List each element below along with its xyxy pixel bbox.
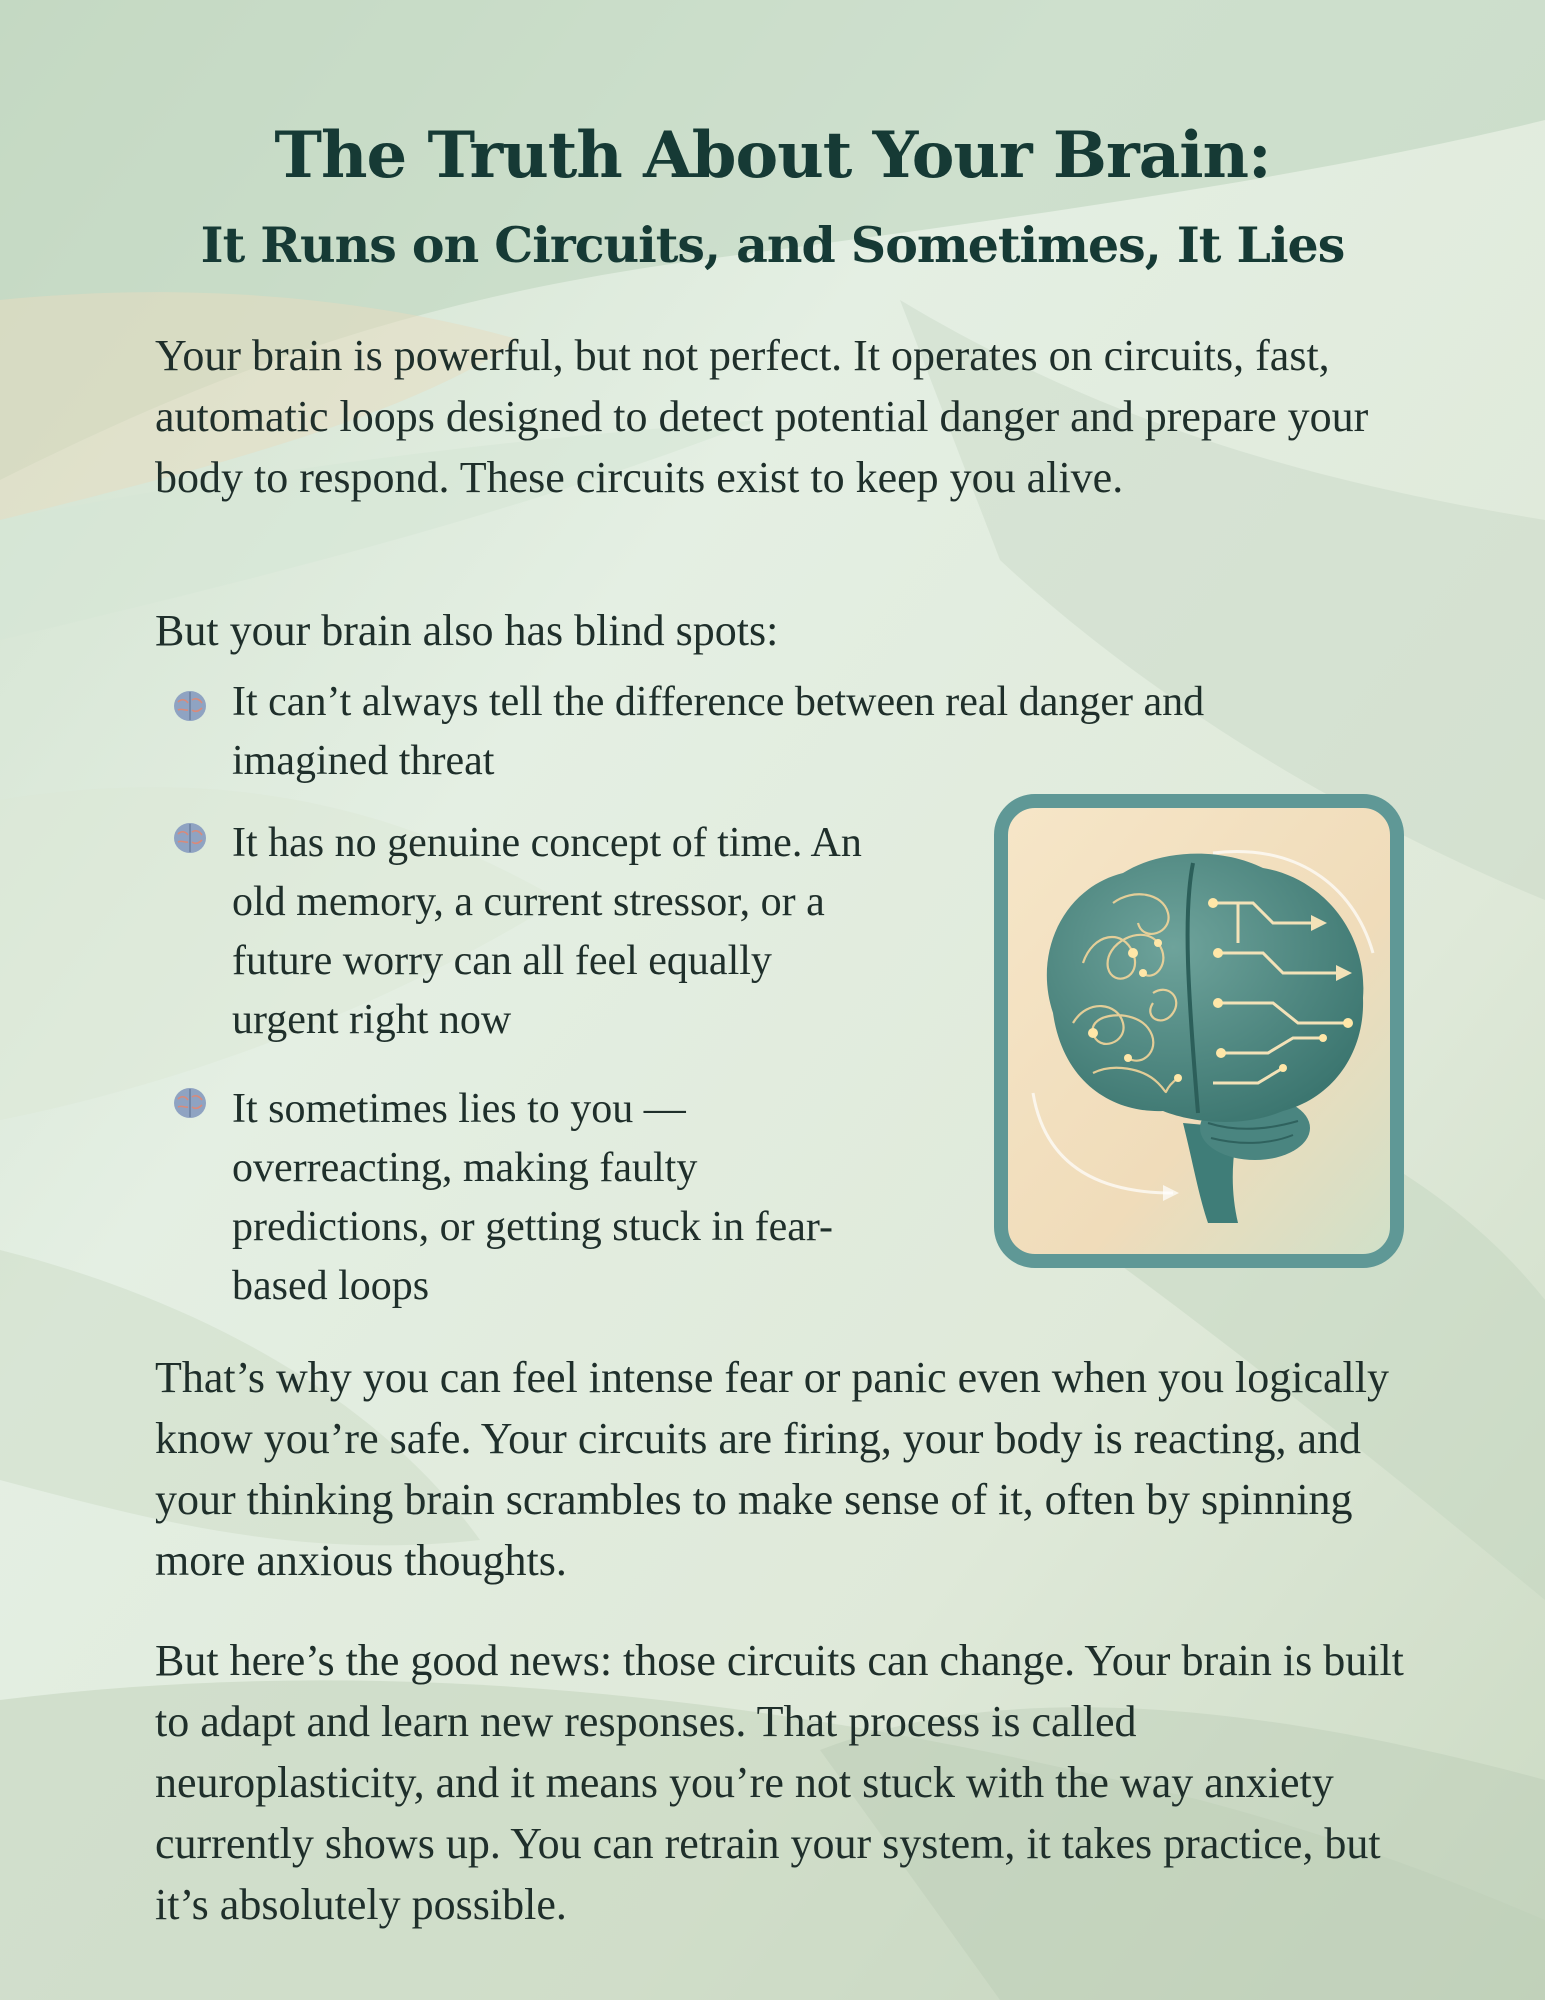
blind-spots-intro: But your brain also has blind spots: bbox=[155, 606, 779, 655]
good-news-paragraph: But here’s the good news: those circuits can change. Your brain is built to adapt and learn new responses. That process is called neuroplasticity, and it means you’re not stuck with the way anxiety currently shows up. You can retrain your system, it takes practice, but it’s absolutely possible. bbox=[155, 1636, 1404, 1929]
explanation-paragraph: That’s why you can feel intense fear or panic even when you logically know you’re safe. Your circuits are firing, your body is reacting, and your thinking brain scrambles to make sense of it, often by spinning more anxious thoughts. bbox=[155, 1353, 1389, 1585]
bullet-text: It has no genuine concept of time. An old memory, a current stressor, or a future worry can all feel equally urgent right now bbox=[232, 820, 862, 1043]
page-title: The Truth About Your Brain: bbox=[274, 118, 1271, 193]
page-subtitle: It Runs on Circuits, and Sometimes, It Lies bbox=[200, 216, 1345, 274]
intro-paragraph: Your brain is powerful, but not perfect. It operates on circuits, fast, automatic loops designed to detect potential danger and prepare your body to respond. These circuits exist to keep you alive. bbox=[155, 331, 1369, 502]
brain-circuit-icon bbox=[993, 793, 1405, 1269]
brain-icon bbox=[172, 1085, 208, 1121]
bullet-text: It sometimes lies to you — overreacting, making faulty predictions, or getting stuck in fear-based loops bbox=[232, 1086, 833, 1309]
brain-icon bbox=[172, 820, 208, 856]
brain-icon bbox=[172, 688, 208, 724]
bullet-text: It can’t always tell the difference between real danger and imagined threat bbox=[232, 679, 1205, 784]
